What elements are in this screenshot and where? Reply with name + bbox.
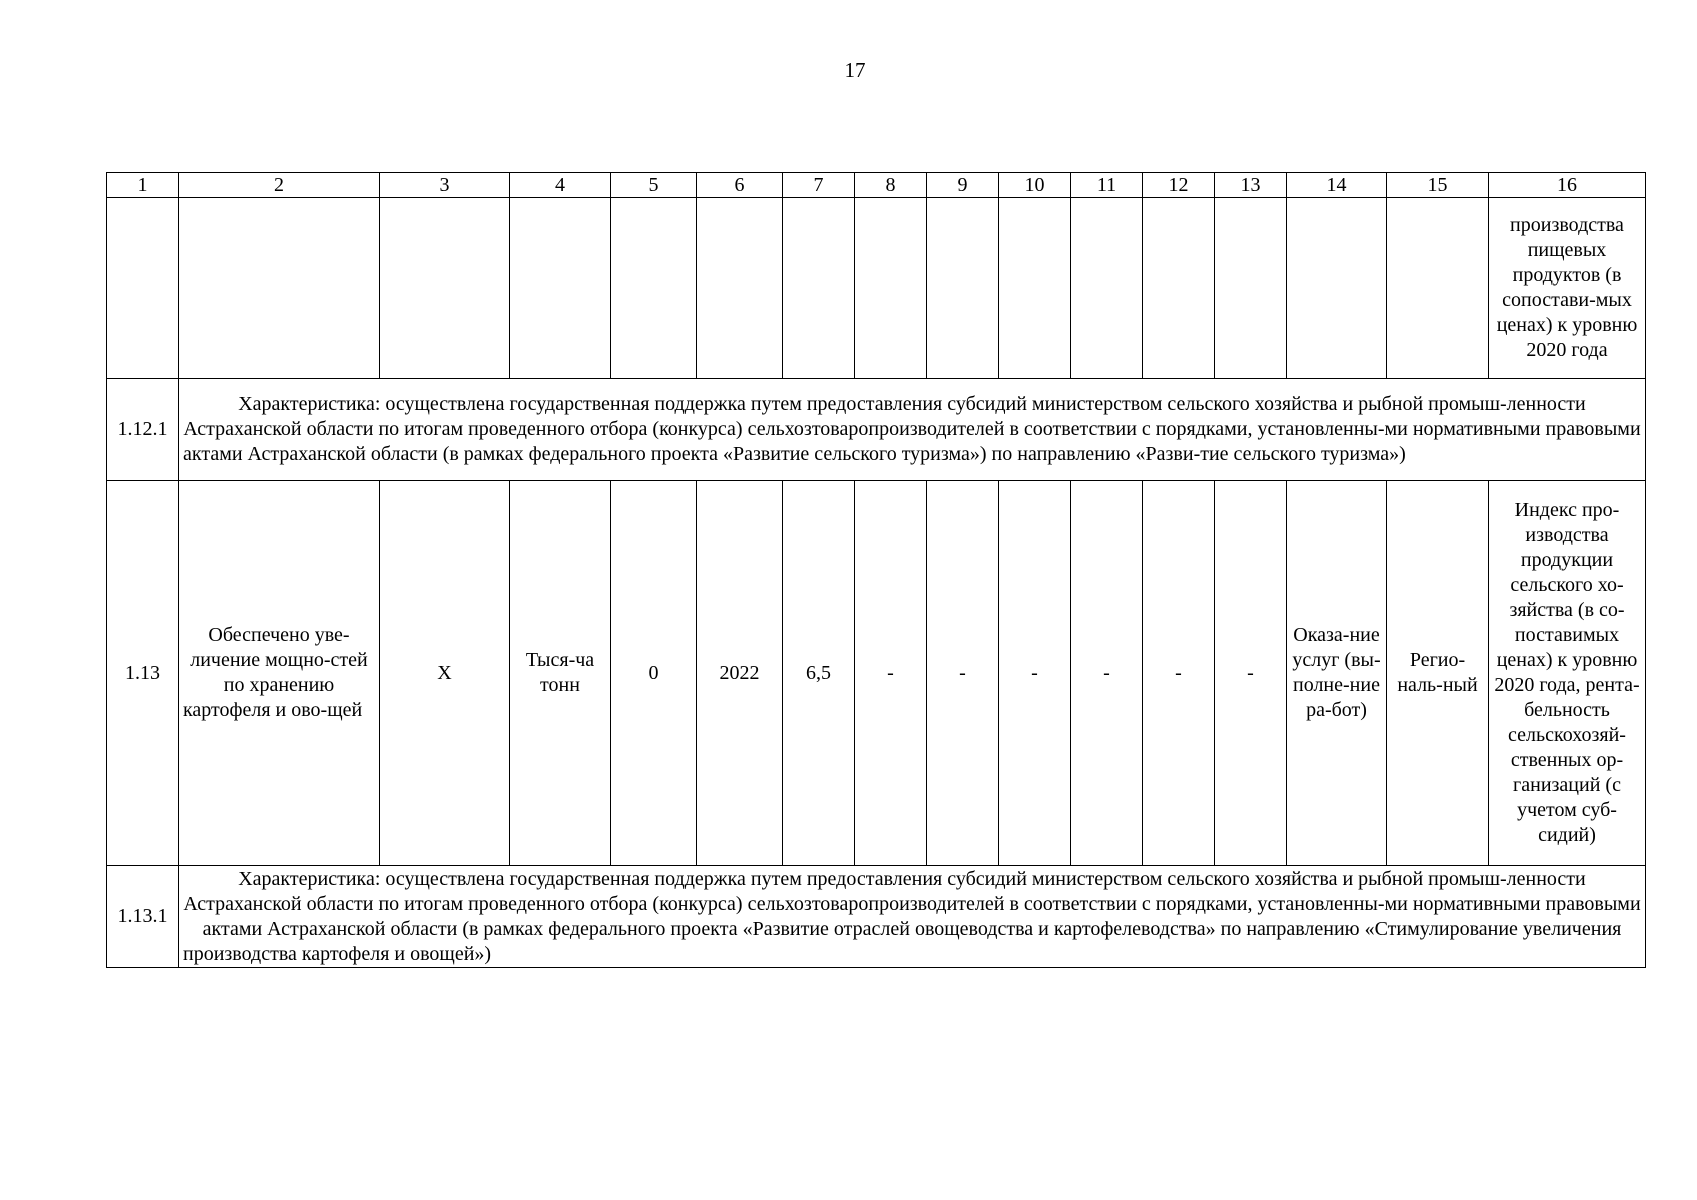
measures-table xyxy=(106,172,1646,968)
column-number: 2 xyxy=(179,173,380,198)
empty-cell xyxy=(1287,198,1387,379)
measure-name: Обеспечено уве-личение мощно-стей по хранению картофеля и ово-щей xyxy=(179,481,380,866)
row-number: 1.13 xyxy=(107,481,179,866)
empty-cell xyxy=(179,198,380,379)
column-number: 1 xyxy=(107,173,179,198)
indicator-cell: производства пищевых продуктов (в сопостави-мых ценах) к уровню 2020 года xyxy=(1489,198,1646,379)
empty-cell xyxy=(697,198,783,379)
row-number: 1.13.1 xyxy=(107,866,179,968)
column-number: 16 xyxy=(1489,173,1646,198)
column-number: 8 xyxy=(855,173,927,198)
value-cell: - xyxy=(1143,481,1215,866)
empty-cell xyxy=(510,198,611,379)
empty-cell xyxy=(611,198,697,379)
empty-cell xyxy=(1143,198,1215,379)
column-number: 5 xyxy=(611,173,697,198)
empty-cell xyxy=(855,198,927,379)
base-value-cell: 0 xyxy=(611,481,697,866)
table-row xyxy=(107,481,1646,866)
column-number: 3 xyxy=(380,173,510,198)
column-number: 9 xyxy=(927,173,999,198)
page-number: 17 xyxy=(844,58,866,82)
column-number: 14 xyxy=(1287,173,1387,198)
level-cell: Регио-наль-ный xyxy=(1387,481,1489,866)
empty-cell xyxy=(783,198,855,379)
characteristic-row xyxy=(107,866,1646,968)
empty-cell xyxy=(1387,198,1489,379)
characteristic-text: Характеристика: осуществлена государственная поддержка путем предоставления субсидий министерством сельского хозяйства и рыбной промыш-ленности Астраханской области по итогам проведенного отбора (конкурса) сельхозтоваропроизводителей в соответствии с порядками, установленны-ми нормативными правовыми актами Астраханской области (в рамках федерального проекта «Развитие отраслей овощеводства и картофелеводства» по направлению «Стимулирование увеличения производства картофеля и овощей») xyxy=(179,866,1646,968)
empty-cell xyxy=(1071,198,1143,379)
characteristic-row xyxy=(107,379,1646,481)
empty-cell xyxy=(1215,198,1287,379)
value-cell: 6,5 xyxy=(783,481,855,866)
table-row-continued xyxy=(107,198,1646,379)
column-number: 12 xyxy=(1143,173,1215,198)
column-number: 10 xyxy=(999,173,1071,198)
row-number: 1.12.1 xyxy=(107,379,179,481)
column-number-row xyxy=(107,173,1646,198)
column-number: 4 xyxy=(510,173,611,198)
value-cell: - xyxy=(1071,481,1143,866)
value-cell: - xyxy=(999,481,1071,866)
empty-cell xyxy=(999,198,1071,379)
characteristic-text: Характеристика: осуществлена государственная поддержка путем предоставления субсидий министерством сельского хозяйства и рыбной промыш-ленности Астраханской области по итогам проведенного отбора (конкурса) сельхозтоваропроизводителей в соответствии с порядками, установленны-ми нормативными правовыми актами Астраханской области (в рамках федерального проекта «Развитие сельского туризма») по направлению «Разви-тие сельского туризма») xyxy=(179,379,1646,481)
column-number: 11 xyxy=(1071,173,1143,198)
column-number: 6 xyxy=(697,173,783,198)
base-year-cell: 2022 xyxy=(697,481,783,866)
column-number: 13 xyxy=(1215,173,1287,198)
value-cell: - xyxy=(927,481,999,866)
empty-cell xyxy=(927,198,999,379)
type-cell: Оказа-ние услуг (вы-полне-ние ра-бот) xyxy=(1287,481,1387,866)
cell-col3: X xyxy=(380,481,510,866)
empty-cell xyxy=(107,198,179,379)
value-cell: - xyxy=(1215,481,1287,866)
value-cell: - xyxy=(855,481,927,866)
column-number: 7 xyxy=(783,173,855,198)
unit-cell: Тыся-ча тонн xyxy=(510,481,611,866)
empty-cell xyxy=(380,198,510,379)
column-number: 15 xyxy=(1387,173,1489,198)
indicator-cell: Индекс про-изводства продукции сельского хо-зяйства (в со-поставимых ценах) к уровню 2020 года, рента-бельность сельскохозяй-ственных ор-ганизаций (с учетом суб-сидий) xyxy=(1489,481,1646,866)
